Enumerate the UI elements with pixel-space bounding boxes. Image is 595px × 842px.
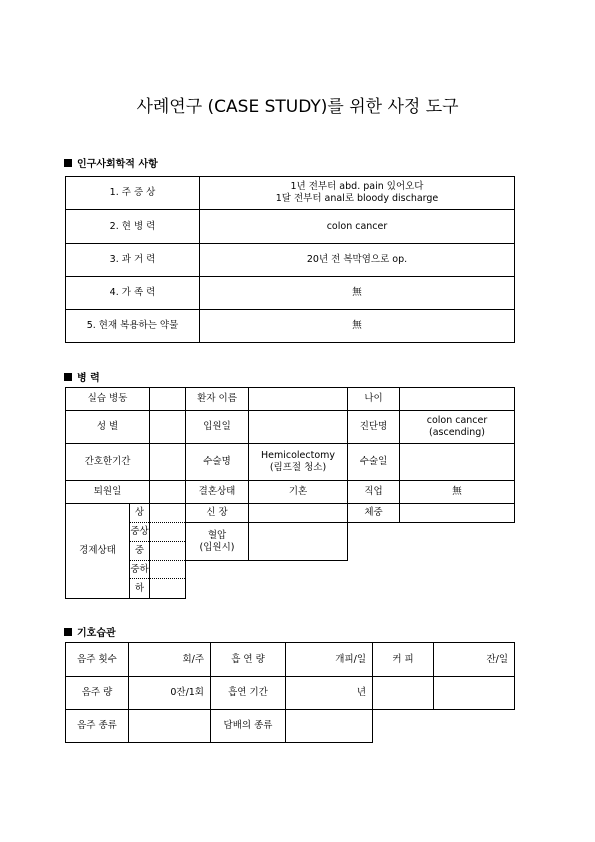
blank-area: [348, 523, 515, 599]
ward-label: 실습 병동: [66, 388, 150, 411]
table-row: [66, 643, 515, 677]
nursing-period-label: 간호한기간: [66, 444, 150, 481]
admission-date-label: 입원일: [186, 411, 249, 444]
section-heading-demographics: [64, 155, 158, 170]
chief-complaint-value: [200, 177, 515, 210]
economic-level-lower-middle: 중하: [130, 561, 150, 579]
coffee-value[interactable]: 잔/일: [434, 643, 515, 677]
square-bullet-icon: [64, 628, 72, 636]
section-heading-label: 인구사회학적 사항: [77, 159, 158, 170]
economic-level-high: 상: [130, 504, 150, 523]
economic-level-low: 하: [130, 579, 150, 599]
age-value[interactable]: [400, 388, 515, 411]
drink-frequency-label: 음주 횟수: [66, 643, 129, 677]
table-row: [66, 504, 515, 523]
table-row: [66, 388, 515, 411]
family-history-value: 無: [200, 277, 515, 310]
height-value[interactable]: [249, 504, 348, 523]
section-heading-label: 병 력: [77, 373, 100, 384]
blood-pressure-label: [186, 523, 249, 561]
section-heading-label: 기호습관: [77, 628, 116, 639]
tobacco-type-label: 담배의 종류: [211, 710, 286, 743]
chief-complaint-label: 1. 주 증 상: [66, 177, 200, 210]
chief-complaint-line-2: 1달 전부터 anal로 bloody discharge: [275, 193, 439, 204]
economic-level-lower-middle-check[interactable]: [150, 561, 186, 579]
blood-pressure-value[interactable]: [249, 523, 348, 561]
blood-pressure-label-line-2: (입원시): [199, 541, 235, 553]
economic-level-upper-middle: 중상: [130, 523, 150, 542]
habits-table: [65, 642, 515, 743]
nursing-period-value[interactable]: [150, 444, 186, 481]
admission-date-value[interactable]: [249, 411, 348, 444]
surgery-name-line-2: (림프절 청소): [269, 462, 327, 473]
sex-label: 성 별: [66, 411, 150, 444]
economic-level-middle-check[interactable]: [150, 542, 186, 561]
chief-complaint-line-1: 1년 전부터 abd. pain 있어오다: [290, 181, 424, 192]
table-row: [66, 310, 515, 343]
blood-pressure-label-line-1: 혈압: [207, 529, 227, 541]
marital-status-label: 결혼상태: [186, 481, 249, 504]
coffee-label: 커 피: [373, 643, 434, 677]
family-history-label: 4. 가 족 력: [66, 277, 200, 310]
age-label: 나이: [348, 388, 400, 411]
surgery-name-value: [249, 444, 348, 481]
present-illness-value: colon cancer: [200, 210, 515, 244]
height-label: 신 장: [186, 504, 249, 523]
economic-status-label: 경제상태: [66, 504, 130, 599]
economic-level-high-check[interactable]: [150, 504, 186, 523]
smoking-amount-value[interactable]: 개피/일: [286, 643, 373, 677]
table-row: [66, 677, 515, 710]
smoking-amount-label: 흡 연 량: [211, 643, 286, 677]
section-heading-medical-history: [64, 369, 100, 384]
smoking-period-label: 흡연 기간: [211, 677, 286, 710]
drink-type-value[interactable]: [129, 710, 211, 743]
medical-history-table: [65, 387, 515, 599]
smoking-period-value[interactable]: 년: [286, 677, 373, 710]
weight-value[interactable]: [400, 504, 515, 523]
diagnosis-value: [400, 411, 515, 444]
current-medication-label: 5. 현재 복용하는 약물: [66, 310, 200, 343]
blank-area: [373, 710, 515, 743]
occupation-label: 직업: [348, 481, 400, 504]
table-row: [66, 444, 515, 481]
table-row: [66, 210, 515, 244]
table-row: [66, 244, 515, 277]
surgery-date-label: 수술일: [348, 444, 400, 481]
current-medication-value: 無: [200, 310, 515, 343]
surgery-name-line-1: Hemicolectomy: [260, 450, 336, 461]
table-row: [66, 411, 515, 444]
diagnosis-line-2: (ascending): [429, 427, 486, 438]
empty-cell: [434, 677, 515, 710]
square-bullet-icon: [64, 159, 72, 167]
economic-level-upper-middle-check[interactable]: [150, 523, 186, 542]
surgery-date-value[interactable]: [400, 444, 515, 481]
economic-level-low-check[interactable]: [150, 579, 186, 599]
discharge-date-label: 퇴원일: [66, 481, 150, 504]
table-row: [66, 277, 515, 310]
patient-name-label: 환자 이름: [186, 388, 249, 411]
patient-name-value[interactable]: [249, 388, 348, 411]
discharge-date-value[interactable]: [150, 481, 186, 504]
table-row: [66, 177, 515, 210]
sex-value[interactable]: [150, 411, 186, 444]
tobacco-type-value[interactable]: [286, 710, 373, 743]
drink-frequency-value[interactable]: 회/주: [129, 643, 211, 677]
weight-label: 체중: [348, 504, 400, 523]
demographics-table: [65, 176, 515, 343]
past-history-value: 20년 전 복막염으로 op.: [200, 244, 515, 277]
drink-amount-value[interactable]: 0잔/1회: [129, 677, 211, 710]
past-history-label: 3. 과 거 력: [66, 244, 200, 277]
diagnosis-label: 진단명: [348, 411, 400, 444]
section-heading-habits: [64, 624, 116, 639]
drink-amount-label: 음주 량: [66, 677, 129, 710]
drink-type-label: 음주 종류: [66, 710, 129, 743]
table-row: [66, 481, 515, 504]
table-row: [66, 523, 515, 542]
economic-level-middle: 중: [130, 542, 150, 561]
marital-status-value: 기혼: [249, 481, 348, 504]
page-title: 사례연구 (CASE STUDY)를 위한 사정 도구: [136, 97, 459, 117]
surgery-name-label: 수술명: [186, 444, 249, 481]
ward-value[interactable]: [150, 388, 186, 411]
empty-cell: [373, 677, 434, 710]
blank-area: [186, 561, 348, 599]
occupation-value: 無: [400, 481, 515, 504]
table-row: [66, 710, 515, 743]
square-bullet-icon: [64, 373, 72, 381]
present-illness-label: 2. 현 병 력: [66, 210, 200, 244]
diagnosis-line-1: colon cancer: [426, 415, 488, 426]
